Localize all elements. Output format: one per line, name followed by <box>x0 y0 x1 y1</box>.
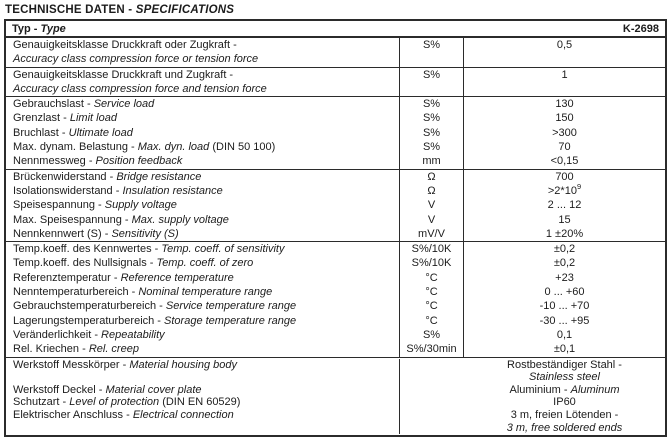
spec-label: Gebrauchslast - Service load <box>6 97 400 111</box>
spec-unit: Ω <box>400 170 464 184</box>
spec-value: 1 ±20% <box>545 227 584 240</box>
spec-value: ±0,1 <box>553 343 576 356</box>
spec-group-material <box>6 357 665 436</box>
spec-value: 700 <box>555 170 574 183</box>
spec-row <box>6 140 665 154</box>
spec-unit: mV/V <box>400 227 464 241</box>
spec-unit: V <box>400 213 464 227</box>
spec-unit: S%/30min <box>400 342 464 356</box>
spec-value: 0,5 <box>556 39 573 51</box>
spec-row <box>6 242 665 256</box>
spec-group <box>6 169 665 241</box>
spec-value: -10 ... +70 <box>539 300 590 313</box>
spec-unit: Ω <box>400 184 464 198</box>
spec-value: 70 <box>558 141 571 154</box>
spec-unit: mm <box>400 154 464 168</box>
spec-group <box>6 96 665 168</box>
spec-row <box>6 198 665 212</box>
spec-label: Temp.koeff. des Nullsignals - Temp. coeff. of zero <box>6 256 400 270</box>
spec-row <box>6 328 665 342</box>
spec-unit: S% <box>400 140 464 154</box>
spec-row <box>6 314 665 328</box>
spec-row <box>6 97 665 111</box>
spec-value: 0,1 <box>556 328 573 341</box>
spec-label: Veränderlichkeit - Repeatability <box>6 328 400 342</box>
spec-value: 130 <box>555 98 574 111</box>
spec-label: Nennkennwert (S) - Sensitivity (S) <box>6 227 400 241</box>
spec-label: Max. dynam. Belastung - Max. dyn. load (DIN 50 100) <box>6 140 400 154</box>
spec-value: 150 <box>555 112 574 125</box>
spec-group <box>6 241 665 356</box>
spec-row <box>6 285 665 299</box>
spec-unit: °C <box>400 314 464 328</box>
spec-label: Bruchlast - Ultimate load <box>6 126 400 140</box>
spec-label: Brückenwiderstand - Bridge resistance <box>6 170 400 184</box>
spec-unit: °C <box>400 285 464 299</box>
spec-unit: S%/10K <box>400 242 464 256</box>
spec-unit: S% <box>400 38 464 67</box>
spec-unit: S% <box>400 68 464 97</box>
spec-unit: °C <box>400 299 464 313</box>
spec-label: Genauigkeitsklasse Druckkraft und Zugkraft - Accuracy class compression force and tension force <box>6 68 400 97</box>
spec-row <box>6 299 665 313</box>
spec-value: Rostbeständiger Stahl - Stainless steel Aluminium - Aluminum IP60 3 m, freien Lötenden - 3 m, free soldered ends <box>506 358 623 434</box>
spec-group <box>6 67 665 97</box>
spec-row <box>6 126 665 140</box>
page-title-english: SPECIFICATIONS <box>135 4 235 16</box>
spec-unit: °C <box>400 271 464 285</box>
spec-label: Max. Speisespannung - Max. supply voltage <box>6 213 400 227</box>
spec-label: Temp.koeff. des Kennwertes - Temp. coeff. of sensitivity <box>6 242 400 256</box>
spec-row <box>6 342 665 356</box>
spec-value: +23 <box>555 271 574 284</box>
spec-row <box>6 359 665 435</box>
spec-value: ±0,2 <box>553 243 576 256</box>
spec-value: <0,15 <box>550 155 579 168</box>
spec-label: Grenzlast - Limit load <box>6 111 400 125</box>
spec-label: Genauigkeitsklasse Druckkraft oder Zugkraft - Accuracy class compression force or tension force <box>6 38 400 67</box>
spec-row <box>6 38 665 67</box>
spec-row <box>6 68 665 97</box>
spec-unit: S%/10K <box>400 256 464 270</box>
spec-table-body <box>6 38 665 435</box>
spec-unit: S% <box>400 126 464 140</box>
spec-unit: S% <box>400 328 464 342</box>
table-header-model: K-2698 <box>622 22 659 35</box>
spec-row <box>6 170 665 184</box>
page-title-german: TECHNISCHE DATEN - <box>5 4 136 16</box>
spec-row <box>6 271 665 285</box>
spec-value: ±0,2 <box>553 257 576 270</box>
spec-value: 15 <box>558 213 571 226</box>
spec-value: >300 <box>552 126 577 139</box>
spec-row <box>6 154 665 168</box>
spec-row <box>6 181 665 198</box>
spec-row <box>6 256 665 270</box>
spec-label: Speisespannung - Supply voltage <box>6 198 400 212</box>
spec-label: Werkstoff Messkörper - Material housing body Werkstoff Deckel - Material cover plate Schutzart - Level of protection (DIN EN 60529) Elektrischer Anschluss - Electrical connection <box>6 359 400 435</box>
spec-label: Gebrauchstemperaturbereich - Service temperature range <box>6 299 400 313</box>
spec-label: Nennmessweg - Position feedback <box>6 154 400 168</box>
spec-label: Referenztemperatur - Reference temperature <box>6 271 400 285</box>
spec-label: Rel. Kriechen - Rel. creep <box>6 342 400 356</box>
spec-row <box>6 111 665 125</box>
spec-value: -30 ... +95 <box>539 314 590 327</box>
spec-group <box>6 38 665 67</box>
spec-label: Isolationswiderstand - Insulation resistance <box>6 184 400 198</box>
spec-value: 2 ... 12 <box>547 199 582 212</box>
spec-value: 0 ... +60 <box>544 286 585 299</box>
page-title <box>5 4 670 16</box>
spec-row <box>6 227 665 241</box>
spec-table-header <box>6 21 665 38</box>
spec-label: Nenntemperaturbereich - Nominal temperature range <box>6 285 400 299</box>
spec-row <box>6 213 665 227</box>
spec-unit: S% <box>400 111 464 125</box>
table-header-type: Typ - Type <box>12 22 66 35</box>
spec-unit: V <box>400 198 464 212</box>
spec-value: 1 <box>561 68 568 81</box>
spec-value: $>2*10^9$ <box>547 181 582 197</box>
spec-unit: S% <box>400 97 464 111</box>
spec-table <box>4 19 667 437</box>
spec-label: Lagerungstemperaturbereich - Storage temperature range <box>6 314 400 328</box>
